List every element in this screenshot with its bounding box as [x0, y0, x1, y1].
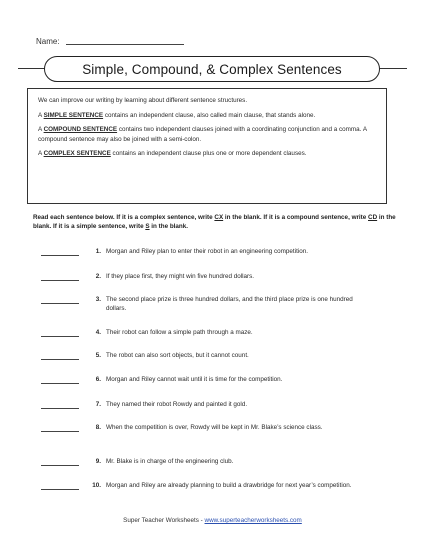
- name-row: [36, 36, 184, 46]
- question-number: 10.: [92, 482, 101, 489]
- answer-blank[interactable]: [41, 489, 79, 490]
- question-number: 1.: [95, 248, 101, 255]
- question-number: 8.: [95, 424, 101, 431]
- question-text: When the competition is over, Rowdy will be kept in Mr. Blake’s science class.: [106, 424, 323, 431]
- question-number: 3.: [95, 296, 101, 303]
- footer-brand: Super Teacher Worksheets: [123, 517, 199, 524]
- question-number: 5.: [95, 352, 101, 359]
- question-text: Morgan and Riley are already planning to build a drawbridge for next year’s competition.: [106, 482, 352, 489]
- question-text: Morgan and Riley plan to enter their robot in an engineering competition.: [106, 248, 308, 255]
- question-text: The robot can also sort objects, but it cannot count.: [106, 352, 249, 359]
- answer-blank[interactable]: [41, 408, 79, 409]
- name-input-line[interactable]: [66, 36, 184, 45]
- question-text: Mr. Blake is in charge of the engineering club.: [106, 458, 234, 465]
- title-banner: [44, 56, 380, 82]
- question-number: 6.: [95, 376, 101, 383]
- footer: [0, 517, 425, 524]
- simple-definition: A SIMPLE SENTENCE contains an independent clause, also called main clause, that stands alone.: [38, 111, 316, 119]
- simple-term: SIMPLE SENTENCE: [43, 111, 104, 119]
- name-label: Name:: [36, 37, 60, 46]
- compound-term: COMPOUND SENTENCE: [43, 126, 118, 134]
- answer-blank[interactable]: [41, 431, 79, 432]
- page-title: Simple, Compound, & Complex Sentences: [82, 61, 342, 77]
- answer-blank[interactable]: [41, 465, 79, 466]
- code-s: S: [145, 223, 150, 231]
- intro-text: We can improve our writing by learning about different sentence structures.: [38, 97, 248, 104]
- answer-blank[interactable]: [41, 303, 79, 304]
- question-number: 7.: [95, 401, 101, 408]
- complex-term: COMPLEX SENTENCE: [43, 150, 111, 158]
- complex-definition: A COMPLEX SENTENCE contains an independent clause plus one or more dependent clauses.: [38, 150, 307, 158]
- question-number: 4.: [95, 329, 101, 336]
- question-text: The second place prize is three hundred dollars, and the third place prize is one hundred dollars.: [106, 296, 353, 312]
- question-text: Their robot can follow a simple path through a maze.: [106, 329, 253, 336]
- code-cx: CX: [214, 214, 224, 221]
- definitions-box: [27, 88, 387, 204]
- question-text: If they place first, they might win five hundred dollars.: [106, 273, 255, 280]
- question-number: 2.: [95, 273, 101, 280]
- answer-blank[interactable]: [41, 359, 79, 360]
- question-text: Morgan and Riley cannot wait until it is time for the competition.: [106, 376, 283, 383]
- answer-blank[interactable]: [41, 336, 79, 337]
- answer-blank[interactable]: [41, 255, 79, 256]
- footer-link[interactable]: www.superteacherworksheets.com: [204, 517, 302, 524]
- compound-definition: A COMPOUND SENTENCE contains two independent clauses joined with a coordinating conjunction and a comma. A compound sentence may also be joined with a semi-colon.: [38, 126, 367, 143]
- code-cd: CD: [368, 214, 378, 221]
- answer-blank[interactable]: [41, 280, 79, 281]
- instructions: Read each sentence below. If it is a complex sentence, write CX in the blank. If it is a compound sentence, write CD in the blank. If it is a simple sentence, write S in the blank.: [33, 214, 396, 231]
- question-number: 9.: [95, 458, 101, 465]
- question-text: They named their robot Rowdy and painted it gold.: [106, 401, 248, 408]
- footer-separator: -: [198, 517, 205, 524]
- answer-blank[interactable]: [41, 383, 79, 384]
